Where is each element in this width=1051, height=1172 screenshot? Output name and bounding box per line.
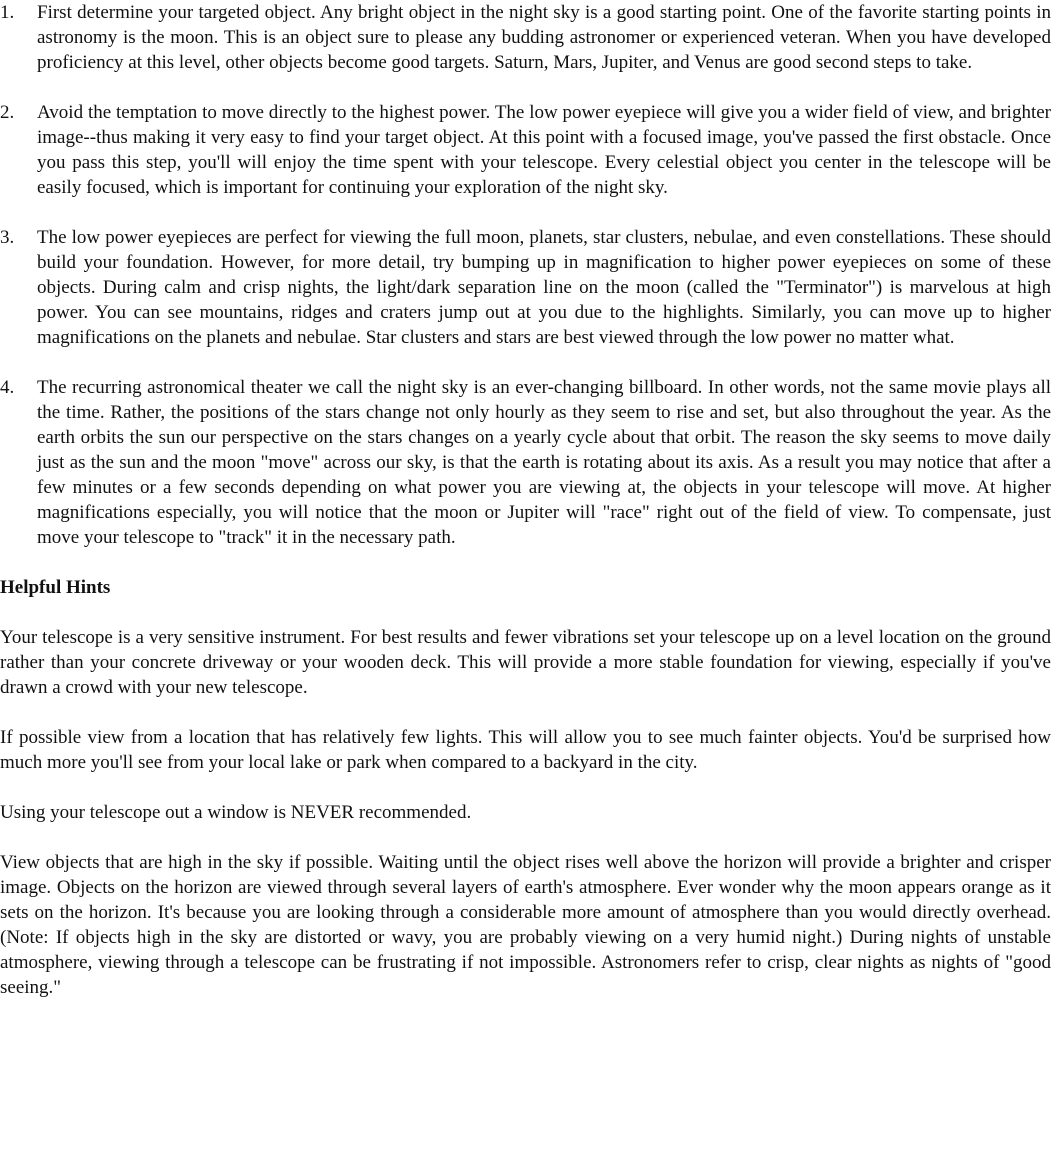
- list-item-text: The low power eyepieces are perfect for viewing the full moon, planets, star clusters, nebulae, and even constellations. These should build your foundation. However, for more detail, try bumping up in magnification to higher power eyepieces on some of these objects. During calm and crisp nights, the light/dark separation line on the moon (called the "Terminator") is marvelous at high power. You can see mountains, ridges and craters jump out at you due to the highlights. Similarly, you can move up to higher magnifications on the planets and nebulae. Star clusters and stars are best viewed through the low power no matter what.: [37, 227, 1051, 348]
- list-item: [0, 0, 1051, 75]
- list-item: [0, 375, 1051, 550]
- paragraph: View objects that are high in the sky if possible. Waiting until the object rises well above the horizon will provide a brighter and crisper image. Objects on the horizon are viewed through several layers of earth's atmosphere. Ever wonder why the moon appears orange as it sets on the horizon. It's because you are looking through a considerable more amount of atmosphere than you would directly overhead. (Note: If objects high in the sky are distorted or wavy, you are probably viewing on a very humid night.) During nights of unstable atmosphere, viewing through a telescope can be frustrating if not impossible. Astronomers refer to crisp, clear nights as nights of "good seeing.": [0, 852, 1051, 998]
- list-item-text: First determine your targeted object. Any bright object in the night sky is a good starting point. One of the favorite starting points in astronomy is the moon. This is an object sure to please any budding astronomer or experienced veteran. When you have developed proficiency at this level, other objects become good targets. Saturn, Mars, Jupiter, and Venus are good second steps to take.: [37, 2, 1051, 73]
- list-item: [0, 225, 1051, 350]
- paragraph: Your telescope is a very sensitive instrument. For best results and fewer vibrations set your telescope up on a level location on the ground rather than your concrete driveway or your wooden deck. This will provide a more stable foundation for viewing, especially if you've drawn a crowd with your new telescope.: [0, 627, 1051, 698]
- list-item-number: 1.: [0, 2, 15, 23]
- list-item-text: The recurring astronomical theater we call the night sky is an ever-changing billboard. In other words, not the same movie plays all the time. Rather, the positions of the stars change not only hourly as they seem to rise and set, but also throughout the year. As the earth orbits the sun our perspective on the stars changes on a yearly cycle about that orbit. The reason the sky seems to move daily just as the sun and the moon "move" across our sky, is that the earth is rotating about its axis. As a result you may notice that after a few minutes or a few seconds depending on what power you are viewing at, the objects in your telescope will move. At higher magnifications especially, you will notice that the moon or Jupiter will "race" right out of the field of view. To compensate, just move your telescope to "track" it in the necessary path.: [37, 377, 1051, 548]
- paragraph: If possible view from a location that has relatively few lights. This will allow you to see much fainter objects. You'd be surprised how much more you'll see from your local lake or park when compared to a backyard in the city.: [0, 727, 1051, 773]
- list-item: [0, 100, 1051, 200]
- paragraph: Using your telescope out a window is NEVER recommended.: [0, 802, 472, 823]
- numbered-steps-list: [0, 0, 1051, 550]
- list-item-number: 3.: [0, 227, 15, 248]
- list-item-number: 4.: [0, 377, 15, 398]
- list-item-number: 2.: [0, 102, 15, 123]
- list-item-text: Avoid the temptation to move directly to the highest power. The low power eyepiece will give you a wider field of view, and brighter image--thus making it very easy to find your target object. At this point with a focused image, you've passed the first obstacle. Once you pass this step, you'll will enjoy the time spent with your telescope. Every celestial object you center in the telescope will be easily focused, which is important for continuing your exploration of the night sky.: [37, 102, 1051, 198]
- section-heading: Helpful Hints: [0, 577, 111, 598]
